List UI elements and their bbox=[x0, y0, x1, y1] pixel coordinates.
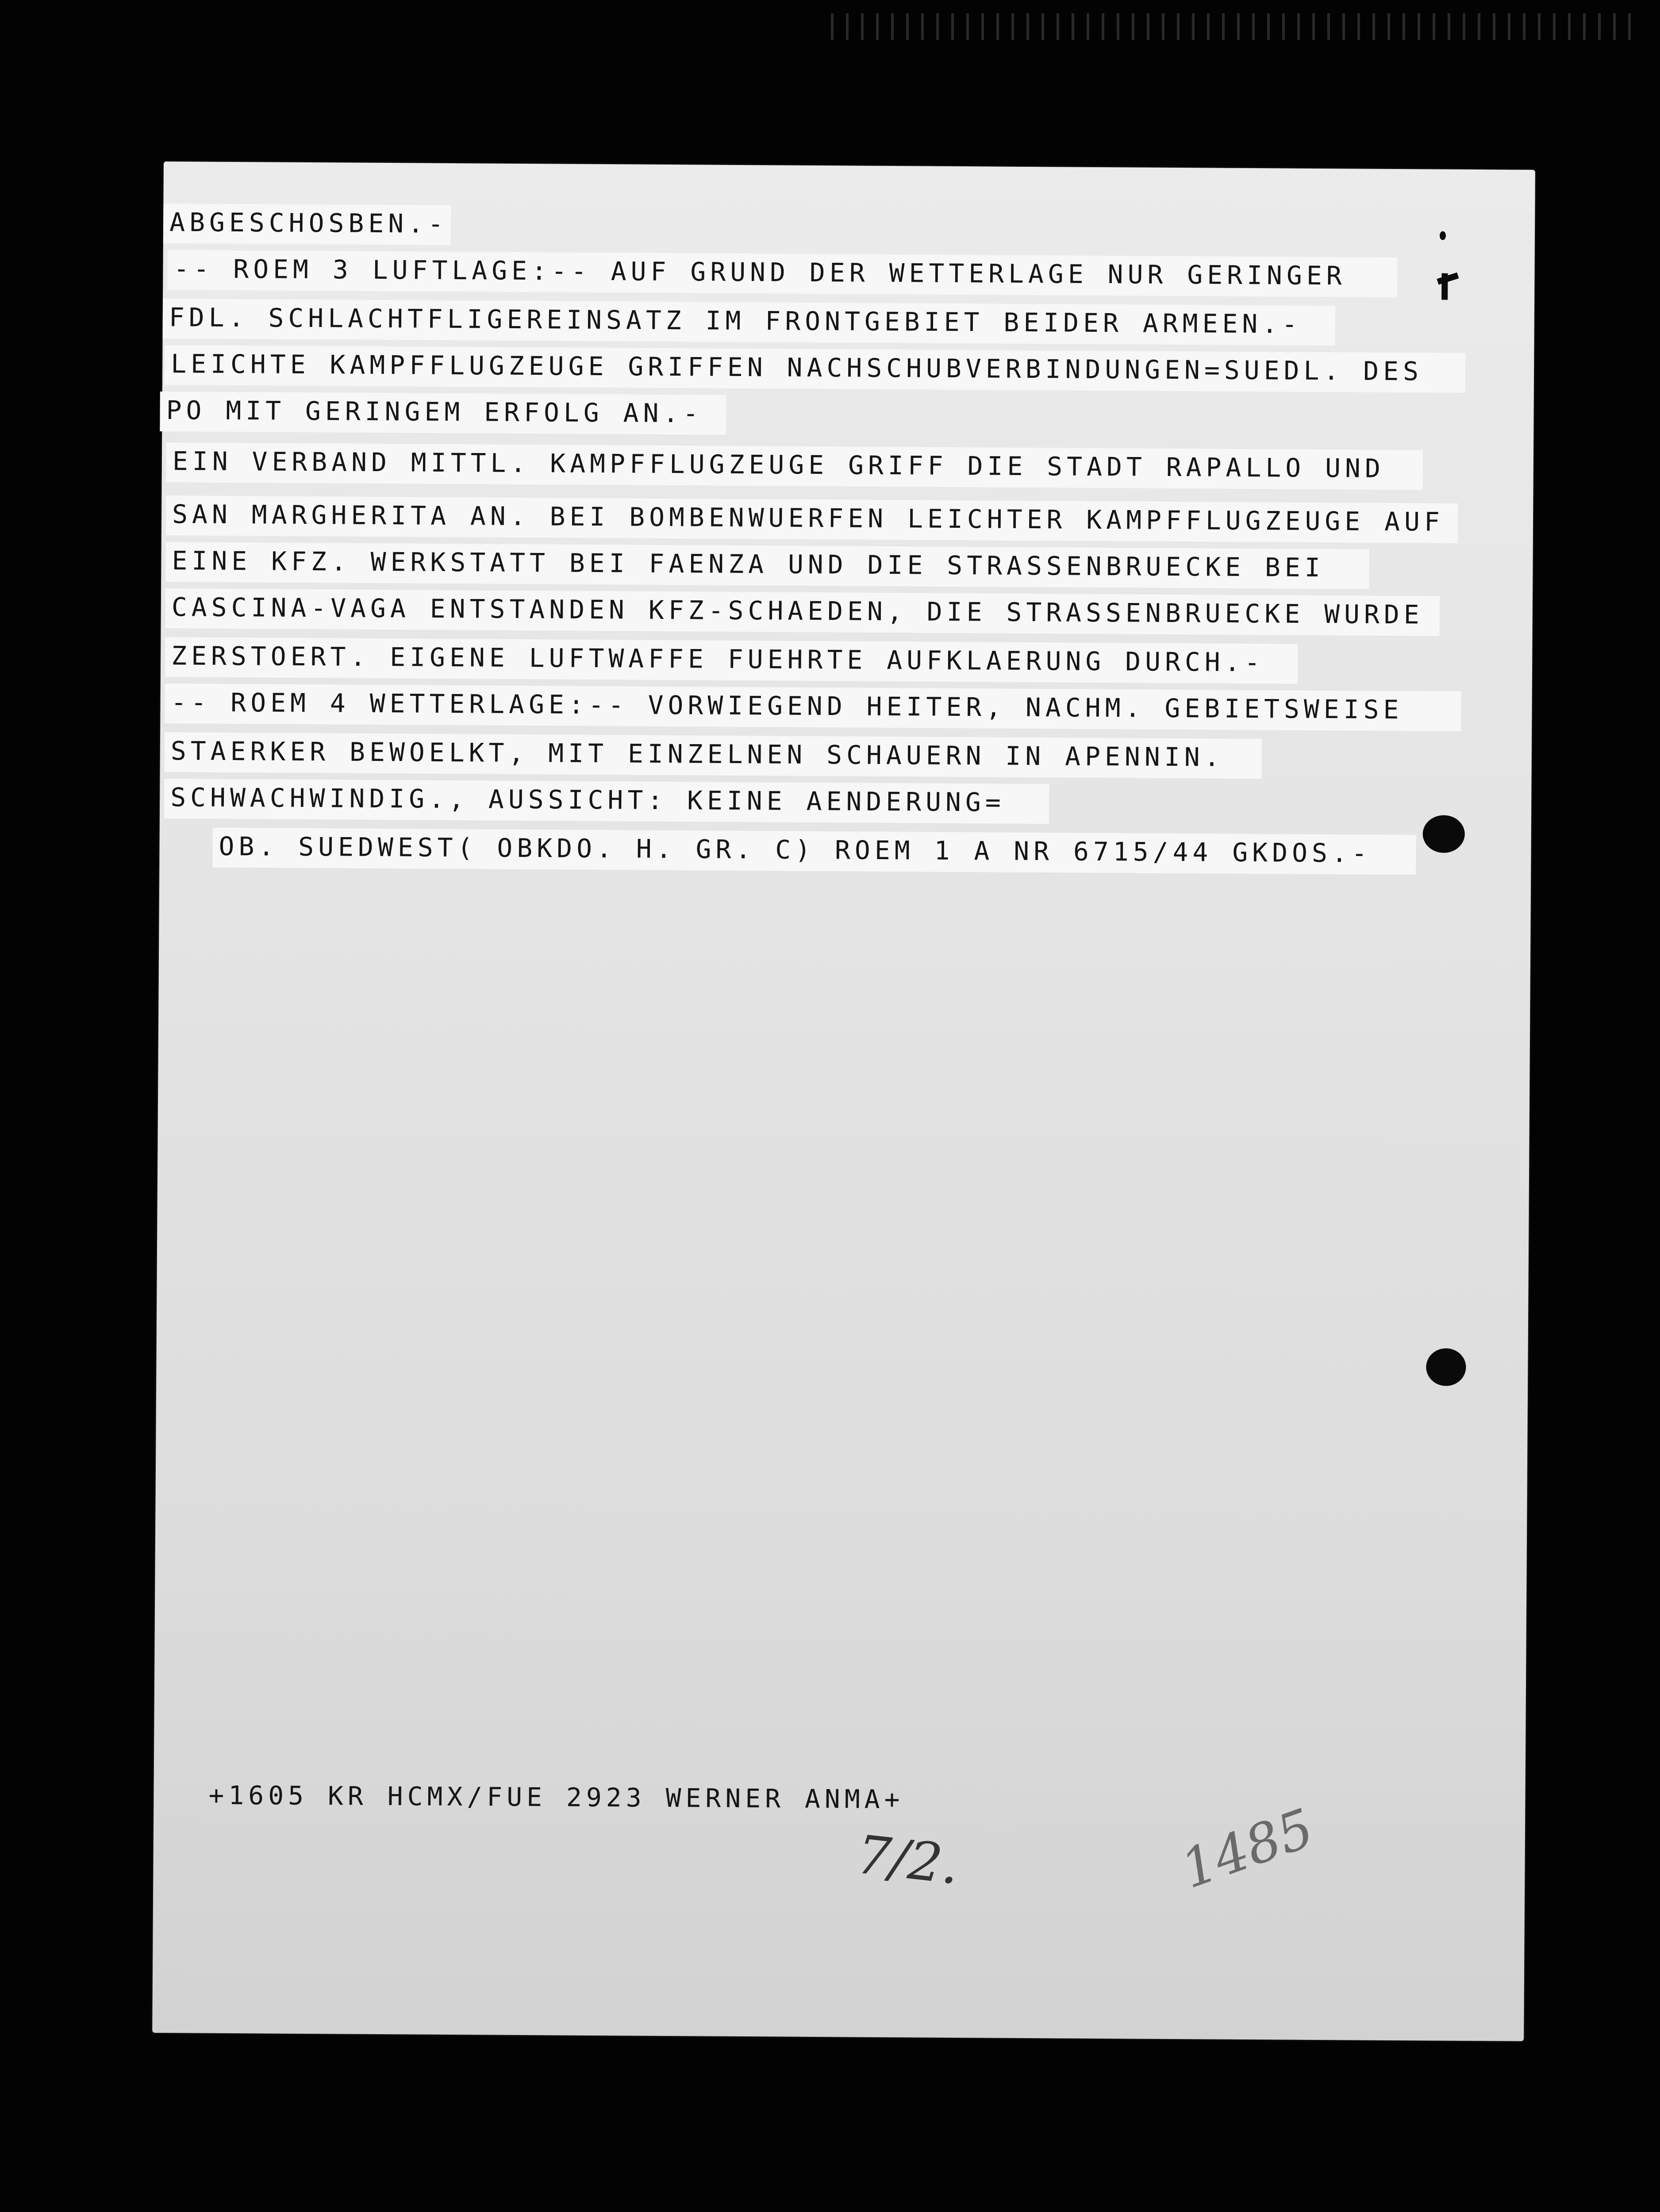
corner-tick-mark bbox=[1441, 273, 1448, 300]
punch-hole-lower bbox=[1426, 1348, 1466, 1386]
telegram-line-13: SCHWACHWINDIG., AUSSICHT: KEINE AENDERUNG= bbox=[164, 779, 1049, 824]
telegram-page bbox=[152, 161, 1535, 2041]
small-dot-mark bbox=[1440, 231, 1446, 240]
telegram-footer: +1605 KR HCMX/FUE 2923 WERNER ANMA+ bbox=[208, 1780, 904, 1815]
telegram-line-12: STAERKER BEWOELKT, MIT EINZELNEN SCHAUERN IN APENNIN. bbox=[165, 732, 1262, 779]
telegram-line-6: EIN VERBAND MITTL. KAMPFFLUGZEUGE GRIFF DIE STADT RAPALLO UND bbox=[166, 442, 1423, 490]
punch-hole-upper bbox=[1423, 815, 1465, 853]
telegram-line-1: ABGESCHOSBEN.- bbox=[163, 204, 451, 245]
telegram-signature-line: OB. SUEDWEST( OBKDO. H. GR. C) ROEM 1 A NR 6715/44 GKDOS.- bbox=[212, 828, 1416, 875]
handwritten-number: 1485 bbox=[1173, 1797, 1322, 1901]
telegram-line-5: PO MIT GERINGEM ERFOLG AN.- bbox=[160, 392, 726, 435]
film-edge-noise bbox=[818, 13, 1637, 40]
handwritten-initials: 7/2. bbox=[853, 1824, 962, 1897]
telegram-line-2: -- ROEM 3 LUFTLAGE:-- AUF GRUND DER WETTERLAGE NUR GERINGER bbox=[167, 250, 1397, 297]
telegram-line-9: CASCINA-VAGA ENTSTANDEN KFZ-SCHAEDEN, DIE STRASSENBRUECKE WURDE bbox=[165, 588, 1440, 636]
telegram-line-3: FDL. SCHLACHTFLIGEREINSATZ IM FRONTGEBIET BEIDER ARMEEN.- bbox=[163, 299, 1336, 346]
telegram-line-10: ZERSTOERT. EIGENE LUFTWAFFE FUEHRTE AUFKLAERUNG DURCH.- bbox=[165, 637, 1298, 684]
telegram-line-7: SAN MARGHERITA AN. BEI BOMBENWUERFEN LEICHTER KAMPFFLUGZEUGE AUF bbox=[166, 495, 1458, 543]
telegram-line-4: LEICHTE KAMPFFLUGZEUGE GRIFFEN NACHSCHUBVERBINDUNGEN=SUEDL. DES bbox=[165, 345, 1465, 393]
telegram-line-11: -- ROEM 4 WETTERLAGE:-- VORWIEGEND HEITER, NACHM. GEBIETSWEISE bbox=[165, 684, 1461, 731]
telegram-line-8: EINE KFZ. WERKSTATT BEI FAENZA UND DIE STRASSENBRUECKE BEI bbox=[165, 542, 1369, 589]
